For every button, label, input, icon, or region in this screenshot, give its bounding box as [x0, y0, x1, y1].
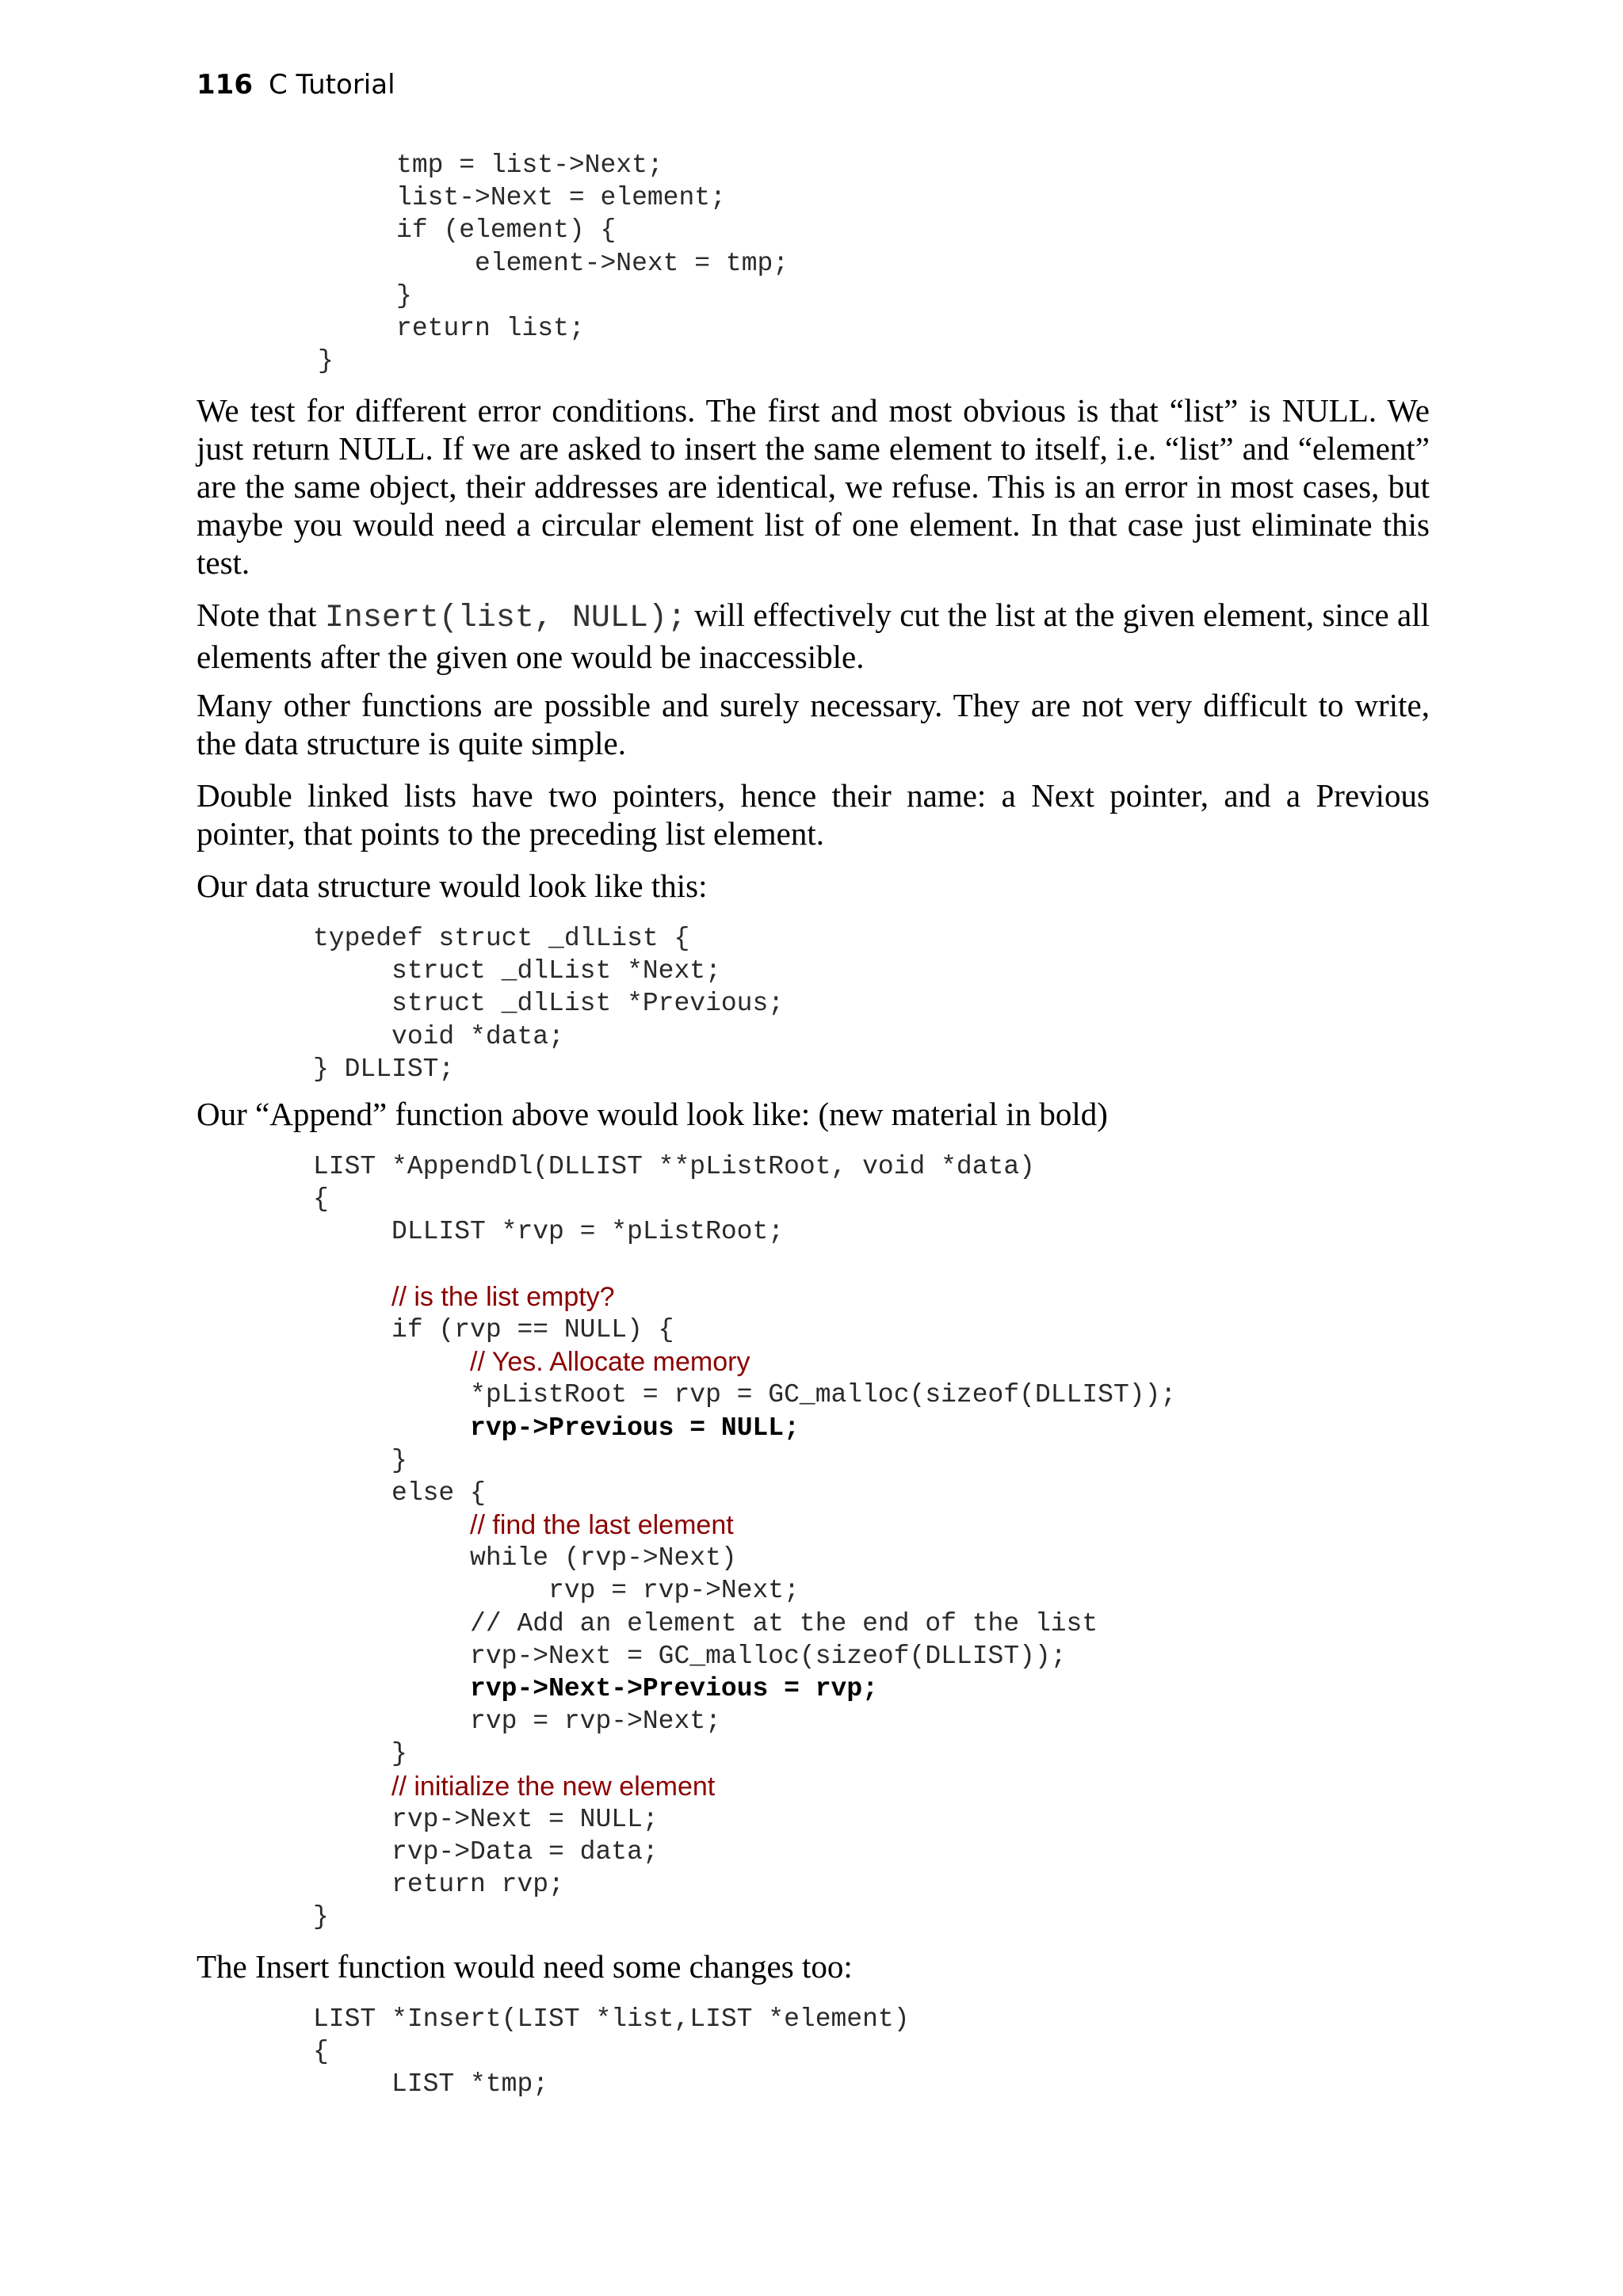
code-line: list->Next = element; [239, 183, 726, 213]
code-line: // Add an element at the end of the list [313, 1608, 1098, 1638]
code-comment: // is the list empty? [391, 1281, 615, 1312]
code-line: LIST *Insert(LIST *list,LIST *element) [313, 2004, 910, 2034]
code-line: DLLIST *rvp = *pListRoot; [313, 1217, 785, 1247]
indent [313, 1674, 470, 1703]
code-line: } [239, 346, 334, 376]
code-line: element->Next = tmp; [239, 248, 789, 278]
page-header [197, 67, 395, 103]
paragraph-text: Note that [197, 597, 325, 633]
inline-code: Insert(list, NULL); [324, 601, 686, 636]
code-comment: // initialize the new element [391, 1771, 716, 1802]
paragraph-insert-changes: The Insert function would need some changes too: [197, 1948, 853, 1985]
code-line: struct _dlList *Next; [313, 956, 721, 986]
code-line: } [239, 280, 412, 311]
paragraph-insert-null [197, 596, 1430, 676]
code-new-material: rvp->Previous = NULL; [470, 1413, 800, 1443]
code-line: struct _dlList *Previous; [313, 989, 785, 1019]
page-number: 116 [197, 69, 253, 101]
code-comment: // Yes. Allocate memory [470, 1347, 750, 1378]
code-line: tmp = list->Next; [239, 151, 663, 180]
code-line: return list; [239, 313, 585, 343]
code-line-bold [313, 1672, 1176, 1705]
code-line-bold [313, 1412, 1176, 1444]
code-line: rvp->Data = data; [313, 1836, 659, 1867]
running-title: C Tutorial [268, 69, 395, 101]
code-line: LIST *AppendDl(DLLIST **pListRoot, void *data) [313, 1152, 1035, 1181]
code-line: { [313, 1184, 329, 1215]
code-line: rvp->Next = NULL; [313, 1804, 659, 1834]
code-new-material: rvp->Next->Previous = rvp; [470, 1674, 878, 1703]
indent [313, 1413, 470, 1443]
code-line: { [313, 2037, 329, 2067]
code-line: while (rvp->Next) [313, 1543, 737, 1573]
code-line: rvp = rvp->Next; [313, 1707, 721, 1737]
code-line: } [313, 1739, 407, 1769]
code-line: rvp = rvp->Next; [313, 1576, 800, 1606]
indent [313, 1349, 470, 1379]
code-line: void *data; [313, 1021, 564, 1051]
code-line: typedef struct _dlList { [313, 924, 690, 953]
code-line: return rvp; [313, 1870, 564, 1900]
code-comment: // find the last element [470, 1510, 734, 1541]
indent [313, 1774, 391, 1803]
code-line-comment [313, 1509, 1176, 1542]
code-line: if (element) { [239, 215, 617, 246]
paragraph-double-linked: Double linked lists have two pointers, hence their name: a Next pointer, and a Previous pointer, that points to the preceding list element. [197, 777, 1430, 852]
code-line [313, 1249, 1176, 1281]
code-line: if (rvp == NULL) { [313, 1314, 674, 1344]
code-block-append [313, 1150, 1176, 1934]
paragraph-other-functions: Many other functions are possible and surely necessary. They are not very difficult to write, the data structure is quite simple. [197, 687, 1430, 761]
indent [313, 1512, 470, 1542]
paragraph-text: will effectively cut the list at the given element, since all elements after the given one would be inaccessible. [197, 597, 1430, 675]
code-line: } DLLIST; [313, 1054, 455, 1084]
code-line: else { [313, 1478, 486, 1508]
code-line-comment [313, 1281, 1176, 1314]
paragraph-data-structure: Our data structure would look like this: [197, 868, 708, 904]
code-line: rvp->Next = GC_malloc(sizeof(DLLIST)); [313, 1641, 1067, 1671]
code-line: LIST *tmp; [313, 2069, 549, 2100]
paragraph-append-intro: Our “Append” function above would look like: (new material in bold) [197, 1096, 1108, 1132]
code-block-insert-tail [239, 149, 789, 377]
code-block-insert-head [313, 2003, 910, 2101]
code-block-typedef [313, 922, 784, 1085]
code-line-comment [313, 1771, 1176, 1803]
code-line-comment [313, 1346, 1176, 1379]
code-line: *pListRoot = rvp = GC_malloc(sizeof(DLLIST)); [313, 1380, 1177, 1410]
code-line: } [313, 1902, 329, 1932]
indent [313, 1284, 391, 1314]
paragraph-error-conditions: We test for different error conditions. The first and most obvious is that “list” is NULL. We just return NULL. If we are asked to insert the same element to itself, i.e. “list” and “element” are the same object, their addresses are identical, we refuse. This is an error in most cases, but maybe you would need a circular element list of one element. In that case just eliminate this test. [197, 392, 1430, 581]
code-line: } [313, 1445, 407, 1475]
